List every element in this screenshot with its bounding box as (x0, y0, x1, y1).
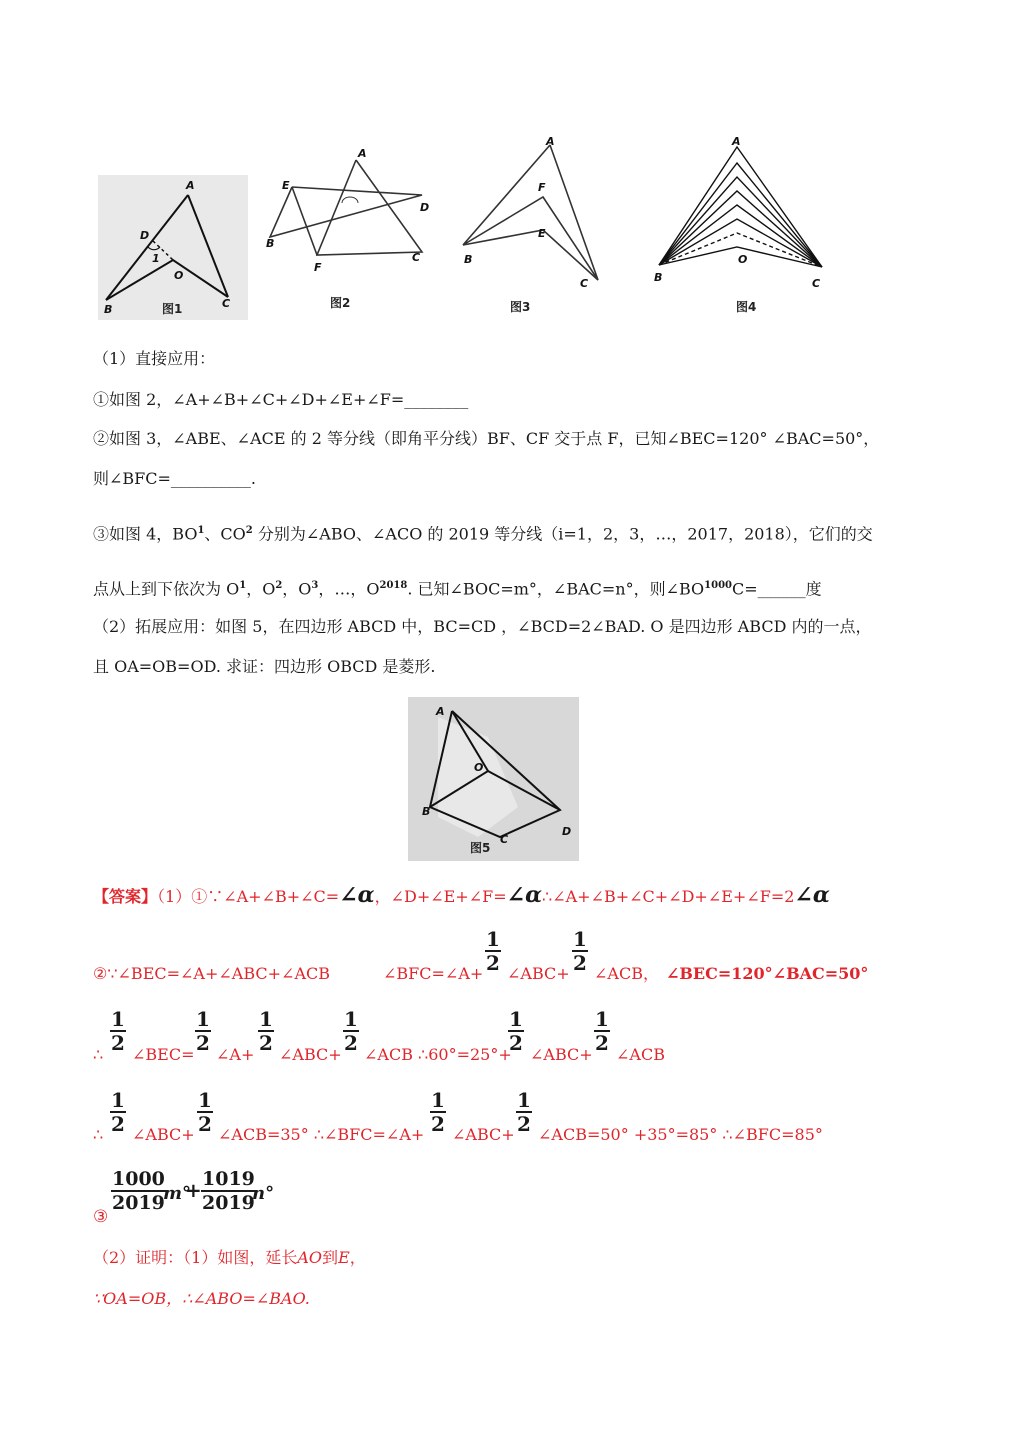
fraction-half (343, 1008, 359, 1054)
q1-item3b-part1: 点从上到下依次为 O (93, 579, 240, 599)
half-num: 1 (196, 1007, 210, 1031)
alpha-symbol-2: ∠α (506, 882, 543, 908)
half-den: 2 (486, 951, 500, 975)
q2-line2: 且 OA=OB=OD. 求证：四边形 OBCD 是菱形. (93, 657, 436, 676)
answer-plus: + (185, 1178, 202, 1202)
answer-a1-part2: ，∠D+∠E+∠F= (374, 887, 507, 906)
fraction-half (258, 1008, 274, 1054)
fraction-half (594, 1008, 610, 1054)
fraction-half (197, 1089, 213, 1135)
fig4-label-C: C (812, 277, 821, 290)
proof-line1-end: ， (349, 1248, 366, 1267)
fig1-label-D: D (140, 229, 150, 242)
fig4-label-B: B (654, 271, 663, 284)
answer-a2-part2: ∠BFC=∠A+ (383, 964, 484, 983)
answer-a3-part4: ∠ABC+ (279, 1045, 342, 1064)
q1-item3b (93, 576, 822, 599)
answer-a4-part2: ∠ABC+ (132, 1125, 195, 1144)
proof-line1-e: E (338, 1248, 350, 1267)
answer-a3-part5: ∠ACB ∴60°=25°+ (364, 1045, 512, 1064)
fig4-label-A: A (732, 135, 741, 148)
q1-item2a: ②如图 3，∠ABE、∠ACE 的 2 等分线（即角平分线）BF、CF 交于点 F，已知∠BEC=120° ∠BAC=50°， (93, 429, 880, 448)
fig5-label-O: O (474, 761, 484, 774)
alpha-symbol-3: ∠α (794, 882, 830, 908)
fig2-label-E: E (282, 179, 290, 192)
q1-item3b-part3: ，O (282, 579, 312, 599)
fig1-label-B: B (104, 303, 113, 316)
q1-item3b-part6: C=______度 (732, 579, 822, 599)
q1-item1: ①如图 2，∠A+∠B+∠C+∠D+∠E+∠F=________ (93, 390, 469, 409)
fig2-label-D: D (420, 201, 430, 214)
q1-heading: （1）直接应用： (93, 349, 216, 368)
fig2-label-F: F (314, 261, 322, 274)
fraction-half (508, 1008, 524, 1054)
answer-a1-part3: ∴∠A+∠B+∠C+∠D+∠E+∠F=2 (542, 887, 795, 906)
half-num: 1 (198, 1088, 212, 1112)
half-num: 1 (595, 1007, 609, 1031)
fraction-half (110, 1008, 126, 1054)
fraction-half (430, 1089, 446, 1135)
answer-a3-part6: ∠ABC+ (530, 1045, 593, 1064)
answer-a2-part4: ∠ACB， (594, 964, 659, 983)
answer-a2-part1: ②∵∠BEC=∠A+∠ABC+∠ACB (93, 964, 331, 983)
figure-1 (98, 175, 248, 320)
q1-item3b-part5: . 已知∠BOC=m°，∠BAC=n°，则∠BO (407, 579, 705, 599)
fig1-caption: 图1 (162, 302, 183, 316)
answer-line1 (93, 882, 830, 908)
fraction-half (110, 1089, 126, 1135)
half-den: 2 (111, 1031, 125, 1055)
half-den: 2 (431, 1112, 445, 1136)
half-den: 2 (344, 1031, 358, 1055)
q1-item3b-part2: ，O (246, 579, 276, 599)
q1-item3a-text: ③如图 4，BO (93, 524, 198, 544)
frac1-num: 1000 (112, 1168, 165, 1190)
half-num: 1 (486, 927, 500, 951)
half-num: 1 (509, 1007, 523, 1031)
fig3-label-B: B (464, 253, 473, 266)
proof-line1-ao: AO (297, 1248, 323, 1267)
proof-line2: ∵OA=OB，∴∠ABO=∠BAO. (93, 1289, 310, 1308)
fraction-1000-2019 (111, 1168, 166, 1214)
half-num: 1 (344, 1007, 358, 1031)
half-num: 1 (431, 1088, 445, 1112)
fig3-label-C: C (580, 277, 589, 290)
fig2-caption: 图2 (330, 296, 351, 310)
fig3-label-F: F (538, 181, 546, 194)
fig1-label-C: C (222, 297, 231, 310)
q1-item3a-sup2: 2 (245, 525, 253, 536)
answer-a2-part5: ∠BEC=120°∠BAC=50° (666, 964, 869, 983)
fig3-label-E: E (538, 227, 546, 240)
fraction-half (572, 928, 588, 974)
proof-line1 (93, 1248, 366, 1268)
fig1-label-1: 1 (152, 252, 160, 265)
fig5-label-D: D (562, 825, 572, 838)
proof-line1-text: （2）证明：（1）如图，延长 (93, 1248, 298, 1267)
answer-a4-part1: ∴ (93, 1125, 104, 1144)
q1-item2b: 则∠BFC=__________. (93, 469, 257, 488)
fig5-label-B: B (422, 805, 431, 818)
q1-item3b-sup3: 3 (311, 580, 319, 591)
half-den: 2 (509, 1031, 523, 1055)
half-num: 1 (259, 1007, 273, 1031)
q1-item3a-rest: 分别为∠ABO、∠ACO 的 2019 等分线（i=1，2，3，…，2017，2018），它们的交 (252, 524, 873, 544)
fig1-label-O: O (174, 269, 184, 282)
fig2-label-A: A (358, 147, 367, 160)
figure-5 (408, 697, 579, 861)
fig3-label-A: A (546, 135, 555, 148)
q2-line1: （2）拓展应用：如图 5，在四边形 ABCD 中，BC=CD ，∠BCD=2∠BAD. O 是四边形 ABCD 内的一点， (93, 617, 872, 636)
half-num: 1 (573, 927, 587, 951)
fig1-label-A: A (186, 179, 195, 192)
figure-3 (458, 135, 608, 320)
half-den: 2 (259, 1031, 273, 1055)
frac2-den: 2019 (202, 1192, 255, 1214)
answer-a4-part5: ∠ACB=50° +35°=85° ∴∠BFC=85° (538, 1125, 823, 1144)
fig2-label-C: C (412, 251, 421, 264)
alpha-symbol-1: ∠α (339, 882, 375, 908)
q1-item3a-mid: 、CO (204, 524, 246, 544)
answer-m: m° (163, 1183, 192, 1204)
figure-2 (262, 145, 437, 320)
fraction-half (485, 928, 501, 974)
answer-tag: 【答案】 (93, 887, 158, 906)
half-num: 1 (517, 1088, 531, 1112)
q1-item3b-sup2: 2 (275, 580, 283, 591)
fig3-caption: 图3 (510, 300, 531, 314)
frac2-num: 1019 (202, 1168, 255, 1190)
half-den: 2 (111, 1112, 125, 1136)
half-den: 2 (573, 951, 587, 975)
fraction-half (516, 1089, 532, 1135)
figure-4 (652, 135, 832, 320)
q1-item3b-sup4: 2018 (379, 580, 408, 591)
q1-item3b-sup1: 1 (239, 580, 247, 591)
fraction-half (195, 1008, 211, 1054)
q1-item3b-part4: ，…，O (318, 579, 380, 599)
answer-n: n° (252, 1183, 275, 1204)
answer-a1-part1: （1）①∵∠A+∠B+∠C= (157, 887, 340, 906)
q1-item3a (93, 521, 873, 544)
proof-line1-to: 到 (322, 1248, 339, 1267)
q1-item3a-sup1: 1 (197, 525, 205, 536)
fig2-label-B: B (266, 237, 275, 250)
fig4-caption: 图4 (736, 300, 757, 314)
fraction-1019-2019 (201, 1168, 256, 1214)
answer-a3-part7: ∠ACB (616, 1045, 665, 1064)
fig4-label-O: O (738, 253, 748, 266)
frac1-den: 2019 (112, 1192, 165, 1214)
half-den: 2 (196, 1031, 210, 1055)
half-den: 2 (595, 1031, 609, 1055)
q1-item3b-sup5: 1000 (704, 580, 733, 591)
answer-circled-3: ③ (93, 1207, 109, 1227)
answer-a3-part1: ∴ (93, 1045, 104, 1064)
half-den: 2 (517, 1112, 531, 1136)
fig5-label-C: C (500, 833, 509, 846)
fig5-caption: 图5 (470, 841, 491, 855)
answer-a4-part3: ∠ACB=35° ∴∠BFC=∠A+ (218, 1125, 425, 1144)
half-num: 1 (111, 1007, 125, 1031)
fig5-label-A: A (436, 705, 445, 718)
half-den: 2 (198, 1112, 212, 1136)
answer-a3-part2: ∠BEC= (132, 1045, 195, 1064)
answer-a3-part3: ∠A+ (216, 1045, 255, 1064)
answer-a2-part3: ∠ABC+ (507, 964, 570, 983)
half-num: 1 (111, 1088, 125, 1112)
answer-a4-part4: ∠ABC+ (452, 1125, 515, 1144)
